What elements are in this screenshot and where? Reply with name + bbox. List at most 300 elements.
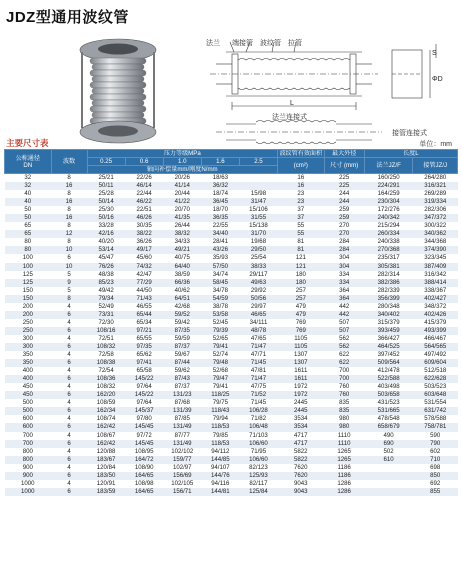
table-cell: 19/68 — [239, 238, 277, 246]
table-cell: 37 — [278, 214, 325, 222]
table-cell: 183/50 — [87, 472, 125, 480]
table-row — [5, 254, 458, 262]
table-cell: 71/45 — [239, 399, 277, 407]
label-flange-connection: 法兰连接式 — [272, 114, 307, 121]
table-row — [5, 423, 458, 431]
table-cell: 57/50 — [201, 263, 239, 271]
table-cell: 41/35 — [163, 214, 201, 222]
table-cell: 980 — [324, 423, 364, 431]
table-cell: 36/26 — [125, 238, 163, 246]
table-cell: 478/548 — [364, 415, 413, 423]
table-cell: 65/34 — [125, 319, 163, 327]
table-cell: 106/60 — [239, 440, 277, 448]
table-cell: 102/97 — [163, 464, 201, 472]
table-cell: 364 — [324, 287, 364, 295]
table-cell: 162/42 — [87, 440, 125, 448]
table-cell: 3534 — [278, 423, 325, 431]
table-cell: 2445 — [278, 407, 325, 415]
header-area: 波纹管有效面积 — [279, 150, 323, 157]
table-cell: 980 — [324, 415, 364, 423]
table-cell: 106/48 — [239, 423, 277, 431]
table-body — [5, 174, 458, 496]
table-cell: 108/32 — [87, 383, 125, 391]
table-cell: 53/14 — [87, 246, 125, 254]
table-cell: 497/492 — [413, 351, 458, 359]
table-cell: 100 — [5, 263, 52, 271]
table-cell: 32 — [5, 182, 52, 190]
table-cell: 144/76 — [201, 472, 239, 480]
table-cell: 364 — [324, 295, 364, 303]
table-cell: 257 — [278, 287, 325, 295]
table-cell: 1265 — [324, 456, 364, 464]
table-cell: 183/59 — [87, 488, 125, 496]
table-cell: 350 — [5, 351, 52, 359]
table-cell: 52/65 — [201, 335, 239, 343]
table-cell: 79/85 — [201, 432, 239, 440]
table-cell: 100 — [5, 254, 52, 262]
table-cell: 2445 — [278, 399, 325, 407]
table-cell: 700 — [324, 367, 364, 375]
table-cell: 622 — [324, 359, 364, 367]
table-cell: 1110 — [324, 440, 364, 448]
table-cell: 700 — [5, 432, 52, 440]
table-cell: 622/628 — [413, 375, 458, 383]
table-cell: 450 — [5, 383, 52, 391]
table-cell: 16 — [51, 214, 87, 222]
table-cell: 531/554 — [413, 399, 458, 407]
header-p3: 1.0 — [163, 158, 201, 166]
table-cell: 18/63 — [201, 174, 239, 183]
table-cell: 1972 — [278, 383, 325, 391]
table-cell: 38/32 — [163, 230, 201, 238]
table-cell: 4 — [51, 432, 87, 440]
table-cell: 15/138 — [239, 222, 277, 230]
table-cell: 108/74 — [87, 415, 125, 423]
table-cell: 6 — [51, 456, 87, 464]
table-cell: 16 — [51, 198, 87, 206]
table-cell: 54/59 — [201, 295, 239, 303]
table-cell: 450 — [5, 391, 52, 399]
table-cell: 49/21 — [163, 246, 201, 254]
table-cell: 108/16 — [87, 327, 125, 335]
table-cell: 300 — [5, 343, 52, 351]
table-cell: 71/47 — [239, 343, 277, 351]
table-cell: 65/44 — [125, 311, 163, 319]
table-cell: 34/40 — [201, 230, 239, 238]
table-cell: 145/22 — [125, 391, 163, 399]
table-cell: 344/368 — [413, 238, 458, 246]
table-cell: 59/62 — [163, 367, 201, 375]
table-cell — [239, 182, 277, 190]
table-cell: 94/107 — [201, 464, 239, 472]
table-cell: 800 — [5, 448, 52, 456]
table-cell: 108/59 — [87, 399, 125, 407]
table-cell: 442 — [324, 303, 364, 311]
table-cell: 8 — [51, 174, 87, 183]
table-cell: 40/75 — [163, 254, 201, 262]
table-cell: 1286 — [324, 488, 364, 496]
table-cell: 10 — [51, 246, 87, 254]
table-cell: 144/85 — [201, 456, 239, 464]
table-cell: 600 — [5, 415, 52, 423]
table-cell: 29/92 — [239, 287, 277, 295]
table-cell: 8 — [51, 295, 87, 303]
table-cell: 5 — [51, 287, 87, 295]
table-cell: 270/368 — [364, 246, 413, 254]
label-bellows: 波纹管 — [260, 40, 281, 47]
table-cell: 80 — [5, 238, 52, 246]
table-cell: 87/68 — [163, 399, 201, 407]
table-cell: 106/60 — [239, 456, 277, 464]
table-cell: 402/427 — [413, 295, 458, 303]
table-cell: 402/426 — [413, 311, 458, 319]
table-cell: 4 — [51, 464, 87, 472]
table-cell: 87/85 — [163, 415, 201, 423]
table-cell: 512/518 — [413, 367, 458, 375]
table-cell: 366/427 — [364, 335, 413, 343]
table-cell: 87/35 — [163, 327, 201, 335]
table-cell: 282/314 — [364, 271, 413, 279]
table-cell: 118/53 — [201, 423, 239, 431]
table-cell: 30/35 — [125, 222, 163, 230]
table-cell: 6 — [51, 440, 87, 448]
table-cell: 55 — [278, 230, 325, 238]
table-cell: 52/74 — [201, 351, 239, 359]
table-cell: 97/64 — [125, 383, 163, 391]
table-cell: 31/55 — [239, 214, 277, 222]
table-cell: 77/29 — [125, 279, 163, 287]
table-cell: 46/26 — [125, 214, 163, 222]
table-cell: 180 — [278, 279, 325, 287]
table-cell: 79/75 — [201, 399, 239, 407]
table-cell: 85/23 — [87, 279, 125, 287]
table-cell: 350 — [5, 359, 52, 367]
table-row — [5, 440, 458, 448]
table-cell: 87/43 — [163, 375, 201, 383]
table-cell: 79/41 — [201, 343, 239, 351]
table-cell: 58/45 — [201, 279, 239, 287]
table-cell: 235/317 — [364, 254, 413, 262]
table-cell: 509/564 — [364, 359, 413, 367]
table-cell: 602 — [413, 448, 458, 456]
table-cell: 150 — [5, 295, 52, 303]
table-cell: 240/342 — [364, 214, 413, 222]
table-cell: 87/77 — [163, 432, 201, 440]
table-cell: 41/14 — [163, 182, 201, 190]
table-cell: 260/334 — [364, 230, 413, 238]
table-cell: 40/62 — [163, 287, 201, 295]
table-cell: 162/20 — [87, 391, 125, 399]
table-cell: 72/54 — [87, 367, 125, 375]
table-row — [5, 295, 458, 303]
table-cell: 15/106 — [239, 206, 277, 214]
technical-drawing — [196, 36, 458, 148]
table-row — [5, 311, 458, 319]
table-cell: 79/48 — [201, 359, 239, 367]
table-cell: 23 — [278, 190, 325, 198]
table-cell: 42/16 — [87, 230, 125, 238]
table-cell: 8 — [51, 238, 87, 246]
table-cell: 66/36 — [163, 279, 201, 287]
table-cell: 400 — [5, 367, 52, 375]
table-cell: 658/679 — [364, 423, 413, 431]
table-cell: 259 — [324, 206, 364, 214]
table-row — [5, 391, 458, 399]
table-cell: 29/97 — [239, 303, 277, 311]
table-cell: 164/72 — [125, 456, 163, 464]
table-cell: 578/588 — [413, 415, 458, 423]
table-cell: 244 — [324, 198, 364, 206]
table-cell: 42/68 — [163, 303, 201, 311]
table-row — [5, 359, 458, 367]
table-cell: 144/81 — [201, 488, 239, 496]
table-cell: 4 — [51, 303, 87, 311]
table-cell: 225 — [324, 182, 364, 190]
header-length: 长度L — [364, 150, 457, 158]
table-cell: 6 — [51, 327, 87, 335]
table-cell: 8 — [51, 190, 87, 198]
table-cell: 44/50 — [125, 287, 163, 295]
table-row — [5, 432, 458, 440]
table-cell: 1000 — [5, 480, 52, 488]
table-cell: 156/71 — [163, 488, 201, 496]
table-cell: 160/250 — [364, 174, 413, 183]
table-cell: 259 — [324, 214, 364, 222]
table-row — [5, 367, 458, 375]
table-cell: 835 — [324, 407, 364, 415]
table-cell: 4 — [51, 448, 87, 456]
table-cell: 52/68 — [201, 367, 239, 375]
table-cell: 41/22 — [163, 198, 201, 206]
table-cell: 22/55 — [201, 222, 239, 230]
table-row — [5, 488, 458, 496]
table-cell: 284 — [324, 246, 364, 254]
table-cell: 10 — [51, 263, 87, 271]
table-cell: 507 — [324, 327, 364, 335]
table-cell: 6 — [51, 407, 87, 415]
header-pressure: 压力等级MPa — [87, 150, 277, 158]
table-cell: 1186 — [324, 464, 364, 472]
table-cell: 50 — [5, 206, 52, 214]
table-row — [5, 448, 458, 456]
table-cell: 622 — [324, 351, 364, 359]
label-flange: 法兰 — [206, 40, 220, 47]
label-pipe-connection: 接管连接式 — [392, 130, 427, 137]
table-cell: 692 — [413, 480, 458, 488]
table-cell: 31/47 — [239, 198, 277, 206]
table-cell: 264/280 — [413, 174, 458, 183]
table-cell: 6 — [51, 488, 87, 496]
table-cell: 48/38 — [87, 271, 125, 279]
table-cell: 374/390 — [413, 246, 458, 254]
table-row — [5, 472, 458, 480]
table-cell: 230/304 — [364, 198, 413, 206]
table-cell: 31/70 — [239, 230, 277, 238]
product-photo — [70, 36, 166, 146]
table-cell: 600 — [5, 423, 52, 431]
table-cell: 5 — [51, 271, 87, 279]
table-cell: 769 — [278, 327, 325, 335]
table-cell: 108/38 — [87, 359, 125, 367]
table-cell: 108/98 — [125, 480, 163, 488]
table-cell: 1307 — [278, 359, 325, 367]
table-cell: 1265 — [324, 448, 364, 456]
table-cell: 156/69 — [163, 472, 201, 480]
table-cell: 7620 — [278, 464, 325, 472]
table-cell: 40 — [5, 190, 52, 198]
table-cell: 50/14 — [87, 198, 125, 206]
table-cell: 16 — [51, 182, 87, 190]
table-cell: 500 — [5, 407, 52, 415]
table-cell: 502 — [364, 448, 413, 456]
table-cell: 65/62 — [125, 351, 163, 359]
table-cell: 1105 — [278, 335, 325, 343]
table-cell: 164/65 — [125, 472, 163, 480]
table-cell: 120/88 — [87, 448, 125, 456]
table-cell — [239, 174, 277, 183]
table-cell: 280/348 — [364, 303, 413, 311]
table-cell: 34/33 — [163, 238, 201, 246]
table-cell: 4 — [51, 480, 87, 488]
table-cell: 304 — [324, 263, 364, 271]
table-cell: 564/565 — [413, 343, 458, 351]
table-cell: 760 — [324, 391, 364, 399]
table-cell: 71/47 — [239, 375, 277, 383]
table-cell: 50/56 — [239, 295, 277, 303]
table-cell: 162/42 — [87, 423, 125, 431]
table-cell: 40/20 — [87, 238, 125, 246]
table-cell: 700 — [324, 375, 364, 383]
table-row — [5, 407, 458, 415]
table-cell: 131/39 — [163, 407, 201, 415]
table-cell: 29/117 — [239, 271, 277, 279]
table-cell: 3534 — [278, 415, 325, 423]
table-cell: 282/339 — [364, 287, 413, 295]
table-cell — [364, 480, 413, 488]
table-cell: 18/70 — [201, 206, 239, 214]
table-cell: 387/409 — [413, 263, 458, 271]
table-cell: 415/379 — [413, 319, 458, 327]
table-cell: 760 — [324, 383, 364, 391]
table-cell: 64/51 — [163, 295, 201, 303]
table-cell: 562 — [324, 343, 364, 351]
table-cell: 316/321 — [413, 182, 458, 190]
table-cell: 55 — [278, 222, 325, 230]
table-cell — [364, 472, 413, 480]
table-row — [5, 383, 458, 391]
header-flange-length: 法兰JZ/F — [364, 158, 413, 174]
table-row — [5, 287, 458, 295]
table-cell: 34/111 — [239, 319, 277, 327]
table-cell: 20/70 — [163, 206, 201, 214]
table-cell: 9043 — [278, 480, 325, 488]
header-waves: 波数 — [51, 150, 87, 174]
table-cell: 145/37 — [125, 407, 163, 415]
table-cell: 65 — [5, 222, 52, 230]
table-cell: 150 — [5, 287, 52, 295]
table-cell: 304 — [324, 254, 364, 262]
header-p4: 1.6 — [201, 158, 239, 166]
table-cell: 118/25 — [201, 391, 239, 399]
table-cell: 493/399 — [413, 327, 458, 335]
header-p2: 0.6 — [125, 158, 163, 166]
table-cell: 5822 — [278, 456, 325, 464]
table-cell: 47/75 — [239, 383, 277, 391]
table-cell: 59/67 — [163, 351, 201, 359]
table-cell: 25/54 — [239, 254, 277, 262]
table-cell: 81 — [278, 238, 325, 246]
table-cell: 74/32 — [125, 263, 163, 271]
table-row — [5, 319, 458, 327]
table-row — [5, 238, 458, 246]
table-cell: 71/95 — [239, 448, 277, 456]
table-cell: 338/367 — [413, 287, 458, 295]
table-row — [5, 343, 458, 351]
table-cell: 15/98 — [239, 190, 277, 198]
table-cell: 16 — [278, 182, 325, 190]
table-cell: 9 — [51, 279, 87, 287]
table-cell: 59/42 — [163, 319, 201, 327]
table-cell: 269/289 — [413, 190, 458, 198]
table-cell: 38/59 — [163, 271, 201, 279]
table-cell: 8 — [51, 206, 87, 214]
table-cell: 71/52 — [239, 391, 277, 399]
table-cell: 65 — [5, 230, 52, 238]
table-cell: 131/23 — [163, 391, 201, 399]
table-cell: 590 — [413, 432, 458, 440]
table-cell: 1110 — [324, 432, 364, 440]
table-cell: 81 — [278, 246, 325, 254]
table-cell: 38/22 — [125, 230, 163, 238]
table-row — [5, 375, 458, 383]
table-cell: 43/26 — [201, 246, 239, 254]
table-cell: 38/33 — [239, 263, 277, 271]
table-cell: 72/51 — [87, 335, 125, 343]
table-cell: 49/17 — [125, 246, 163, 254]
table-cell: 125/93 — [239, 472, 277, 480]
table-cell: 403/498 — [364, 383, 413, 391]
table-cell: 97/72 — [125, 432, 163, 440]
table-row — [5, 230, 458, 238]
table-cell: 131/49 — [163, 440, 201, 448]
table-cell: 323/345 — [413, 254, 458, 262]
table-row — [5, 415, 458, 423]
table-cell: 97/41 — [125, 359, 163, 367]
table-cell: 108/67 — [87, 432, 125, 440]
table-cell: 80 — [5, 246, 52, 254]
table-cell: 6 — [51, 359, 87, 367]
table-cell: 1186 — [324, 472, 364, 480]
table-cell: 5822 — [278, 448, 325, 456]
table-cell: 87/37 — [163, 343, 201, 351]
table-cell: 1611 — [278, 375, 325, 383]
table-cell: 4 — [51, 335, 87, 343]
table-cell: 1611 — [278, 367, 325, 375]
table-cell: 1307 — [278, 351, 325, 359]
table-cell: 400 — [5, 375, 52, 383]
table-row — [5, 351, 458, 359]
table-cell: 562 — [324, 335, 364, 343]
table-cell: 631/742 — [413, 407, 458, 415]
table-cell: 36/35 — [201, 214, 239, 222]
table-cell: 18/74 — [201, 190, 239, 198]
table-cell: 79/41 — [201, 383, 239, 391]
table-cell: 26/44 — [163, 222, 201, 230]
table-cell — [364, 464, 413, 472]
table-cell: 22/44 — [125, 190, 163, 198]
table-cell: 34/74 — [201, 271, 239, 279]
table-row — [5, 263, 458, 271]
